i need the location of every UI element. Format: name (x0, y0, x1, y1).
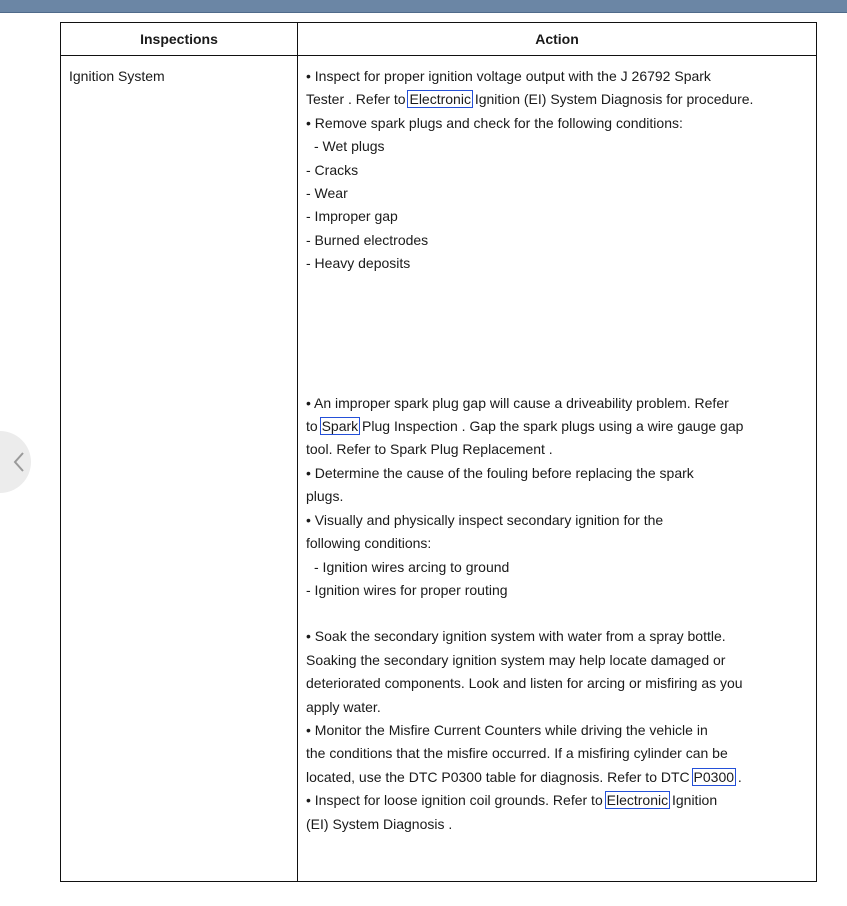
action-cell (298, 56, 817, 882)
action-line: • Monitor the Misfire Current Counters while driving the vehicle in (306, 721, 708, 738)
action-line: • Inspect for proper ignition voltage output with the J 26792 Spark (306, 68, 711, 84)
action-line: - Wet plugs (314, 138, 385, 155)
action-line: - Burned electrodes (306, 231, 429, 248)
action-line: (EI) System Diagnosis . (306, 815, 453, 832)
text-span: Tester . Refer to (306, 91, 410, 108)
text-span: located, use the DTC P0300 table for diagnosis. Refer to DTC (306, 768, 694, 785)
action-line: • Remove spark plugs and check for the following conditions: (306, 114, 683, 131)
previous-page-button[interactable] (0, 431, 31, 493)
action-line (306, 766, 808, 789)
action-line (306, 88, 808, 111)
action-line: - Heavy deposits (306, 255, 411, 272)
action-line (306, 415, 808, 438)
viewer-top-bar (0, 0, 847, 13)
action-block (306, 392, 808, 603)
action-line: tool. Refer to Spark Plug Replacement . (306, 441, 553, 458)
table-row (61, 56, 817, 882)
dtc-p0300-link[interactable]: P0300 (693, 768, 735, 785)
spacer (306, 276, 808, 392)
action-line (306, 789, 808, 812)
action-line: Soaking the secondary ignition system may help locate damaged or (306, 651, 726, 668)
action-line: • Visually and physically inspect secondary ignition for the (306, 511, 664, 528)
table-header-row (61, 23, 817, 56)
action-line: the conditions that the misfire occurred. If a misfiring cylinder can be (306, 745, 728, 762)
action-line: • Determine the cause of the fouling before replacing the spark (306, 464, 694, 481)
text-span: . (734, 768, 742, 785)
action-line: deteriorated components. Look and listen for arcing or misfiring as you (306, 675, 743, 692)
action-block (306, 625, 808, 836)
text-span: Plug Inspection . Gap the spark plugs using a wire gauge gap (358, 418, 744, 435)
spark-plug-inspection-link[interactable]: Spark (321, 418, 359, 435)
action-line: plugs. (306, 488, 344, 505)
electronic-ignition-link[interactable]: Electronic (606, 792, 669, 809)
text-span: Ignition (668, 792, 718, 809)
text-span: to (306, 418, 322, 435)
action-line: apply water. (306, 698, 381, 715)
action-line: - Improper gap (306, 208, 398, 225)
header-action: Action (298, 23, 817, 56)
text-span: Ignition (EI) System Diagnosis for procedure. (470, 91, 754, 108)
action-line: • Soak the secondary ignition system with water from a spray bottle. (306, 628, 726, 645)
action-line: following conditions: (306, 535, 432, 552)
action-line: - Ignition wires for proper routing (306, 581, 508, 598)
text-span: • Inspect for loose ignition coil grounds. Refer to (306, 792, 607, 809)
header-inspections: Inspections (61, 23, 298, 56)
action-line: - Cracks (306, 161, 359, 178)
action-line: - Wear (306, 185, 348, 202)
inspection-cell: Ignition System (61, 56, 298, 882)
spacer (306, 602, 808, 625)
inspection-table (60, 22, 817, 882)
chevron-left-icon (13, 451, 25, 473)
action-line: • An improper spark plug gap will cause a driveability problem. Refer (306, 394, 729, 411)
action-block (306, 65, 808, 276)
action-line: - Ignition wires arcing to ground (314, 558, 510, 575)
electronic-ignition-link[interactable]: Electronic (409, 91, 471, 108)
